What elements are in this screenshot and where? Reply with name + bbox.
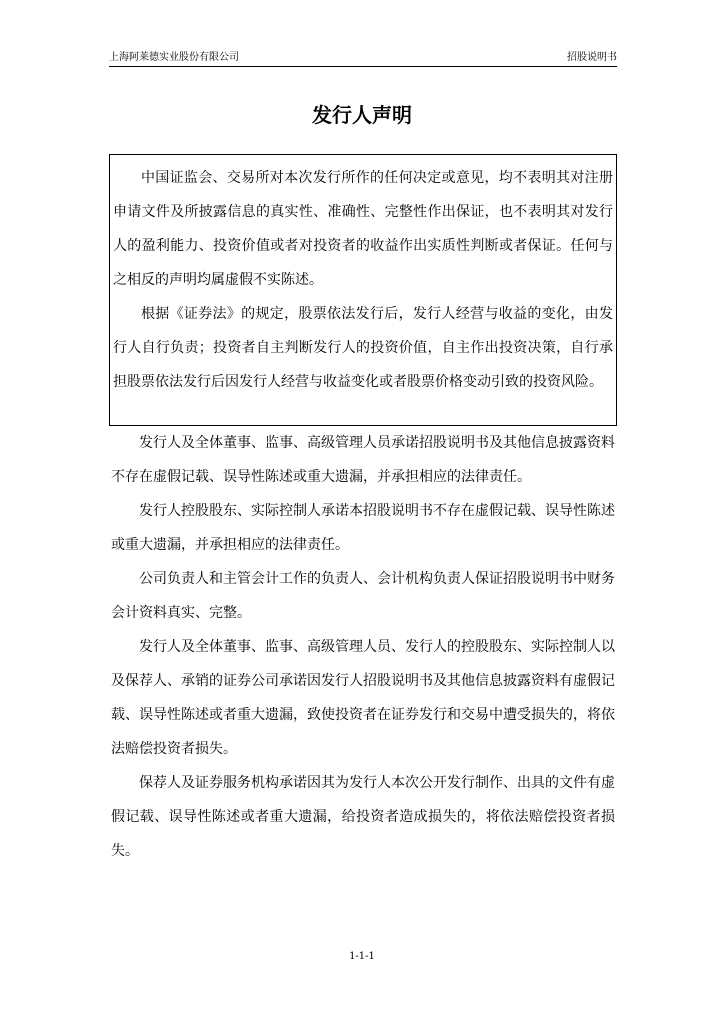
declaration-paragraph-5: 保荐人及证券服务机构承诺因其为发行人本次公开发行制作、出具的文件有虚假记载、误导性陈述或者重大遗漏，给投资者造成损失的，将依法赔偿投资者损失。 [111,775,615,859]
header-document-type: 招股说明书 [567,52,617,63]
declaration-body [111,426,615,868]
page-title: 发行人声明 [312,103,412,127]
declaration-paragraph-1: 发行人及全体董事、监事、高级管理人员承诺招股说明书及其他信息披露资料不存在虚假记载、误导性陈述或重大遗漏，并承担相应的法律责任。 [111,435,615,485]
notice-paragraph-2: 根据《证券法》的规定，股票依法发行后，发行人经营与收益的变化，由发行人自行负责；投资者自主判断发行人的投资价值，自主作出投资决策，自行承担股票依法发行后因发行人经营与收益变化或者股票价格变动引致的投资风险。 [113,306,613,390]
header-divider [109,66,617,67]
declaration-paragraph-3: 公司负责人和主管会计工作的负责人、会计机构负责人保证招股说明书中财务会计资料真实、完整。 [111,571,615,621]
regulatory-notice-box [109,154,617,426]
header-company-name: 上海阿莱德实业股份有限公司 [109,52,239,63]
page-number: 1-1-1 [349,951,375,962]
page-header [109,51,617,65]
declaration-paragraph-4: 发行人及全体董事、监事、高级管理人员、发行人的控股股东、实际控制人以及保荐人、承销的证券公司承诺因发行人招股说明书及其他信息披露资料有虚假记载、误导性陈述或者重大遗漏，致使投资者在证券发行和交易中遭受损失的，将依法赔偿投资者损失。 [111,639,615,757]
declaration-paragraph-2: 发行人控股股东、实际控制人承诺本招股说明书不存在虚假记载、误导性陈述或重大遗漏，并承担相应的法律责任。 [111,503,615,553]
notice-paragraph-1: 中国证监会、交易所对本次发行所作的任何决定或意见，均不表明其对注册申请文件及所披露信息的真实性、准确性、完整性作出保证，也不表明其对发行人的盈利能力、投资价值或者对投资者的收益作出实质性判断或者保证。任何与之相反的声明均属虚假不实陈述。 [113,170,613,288]
